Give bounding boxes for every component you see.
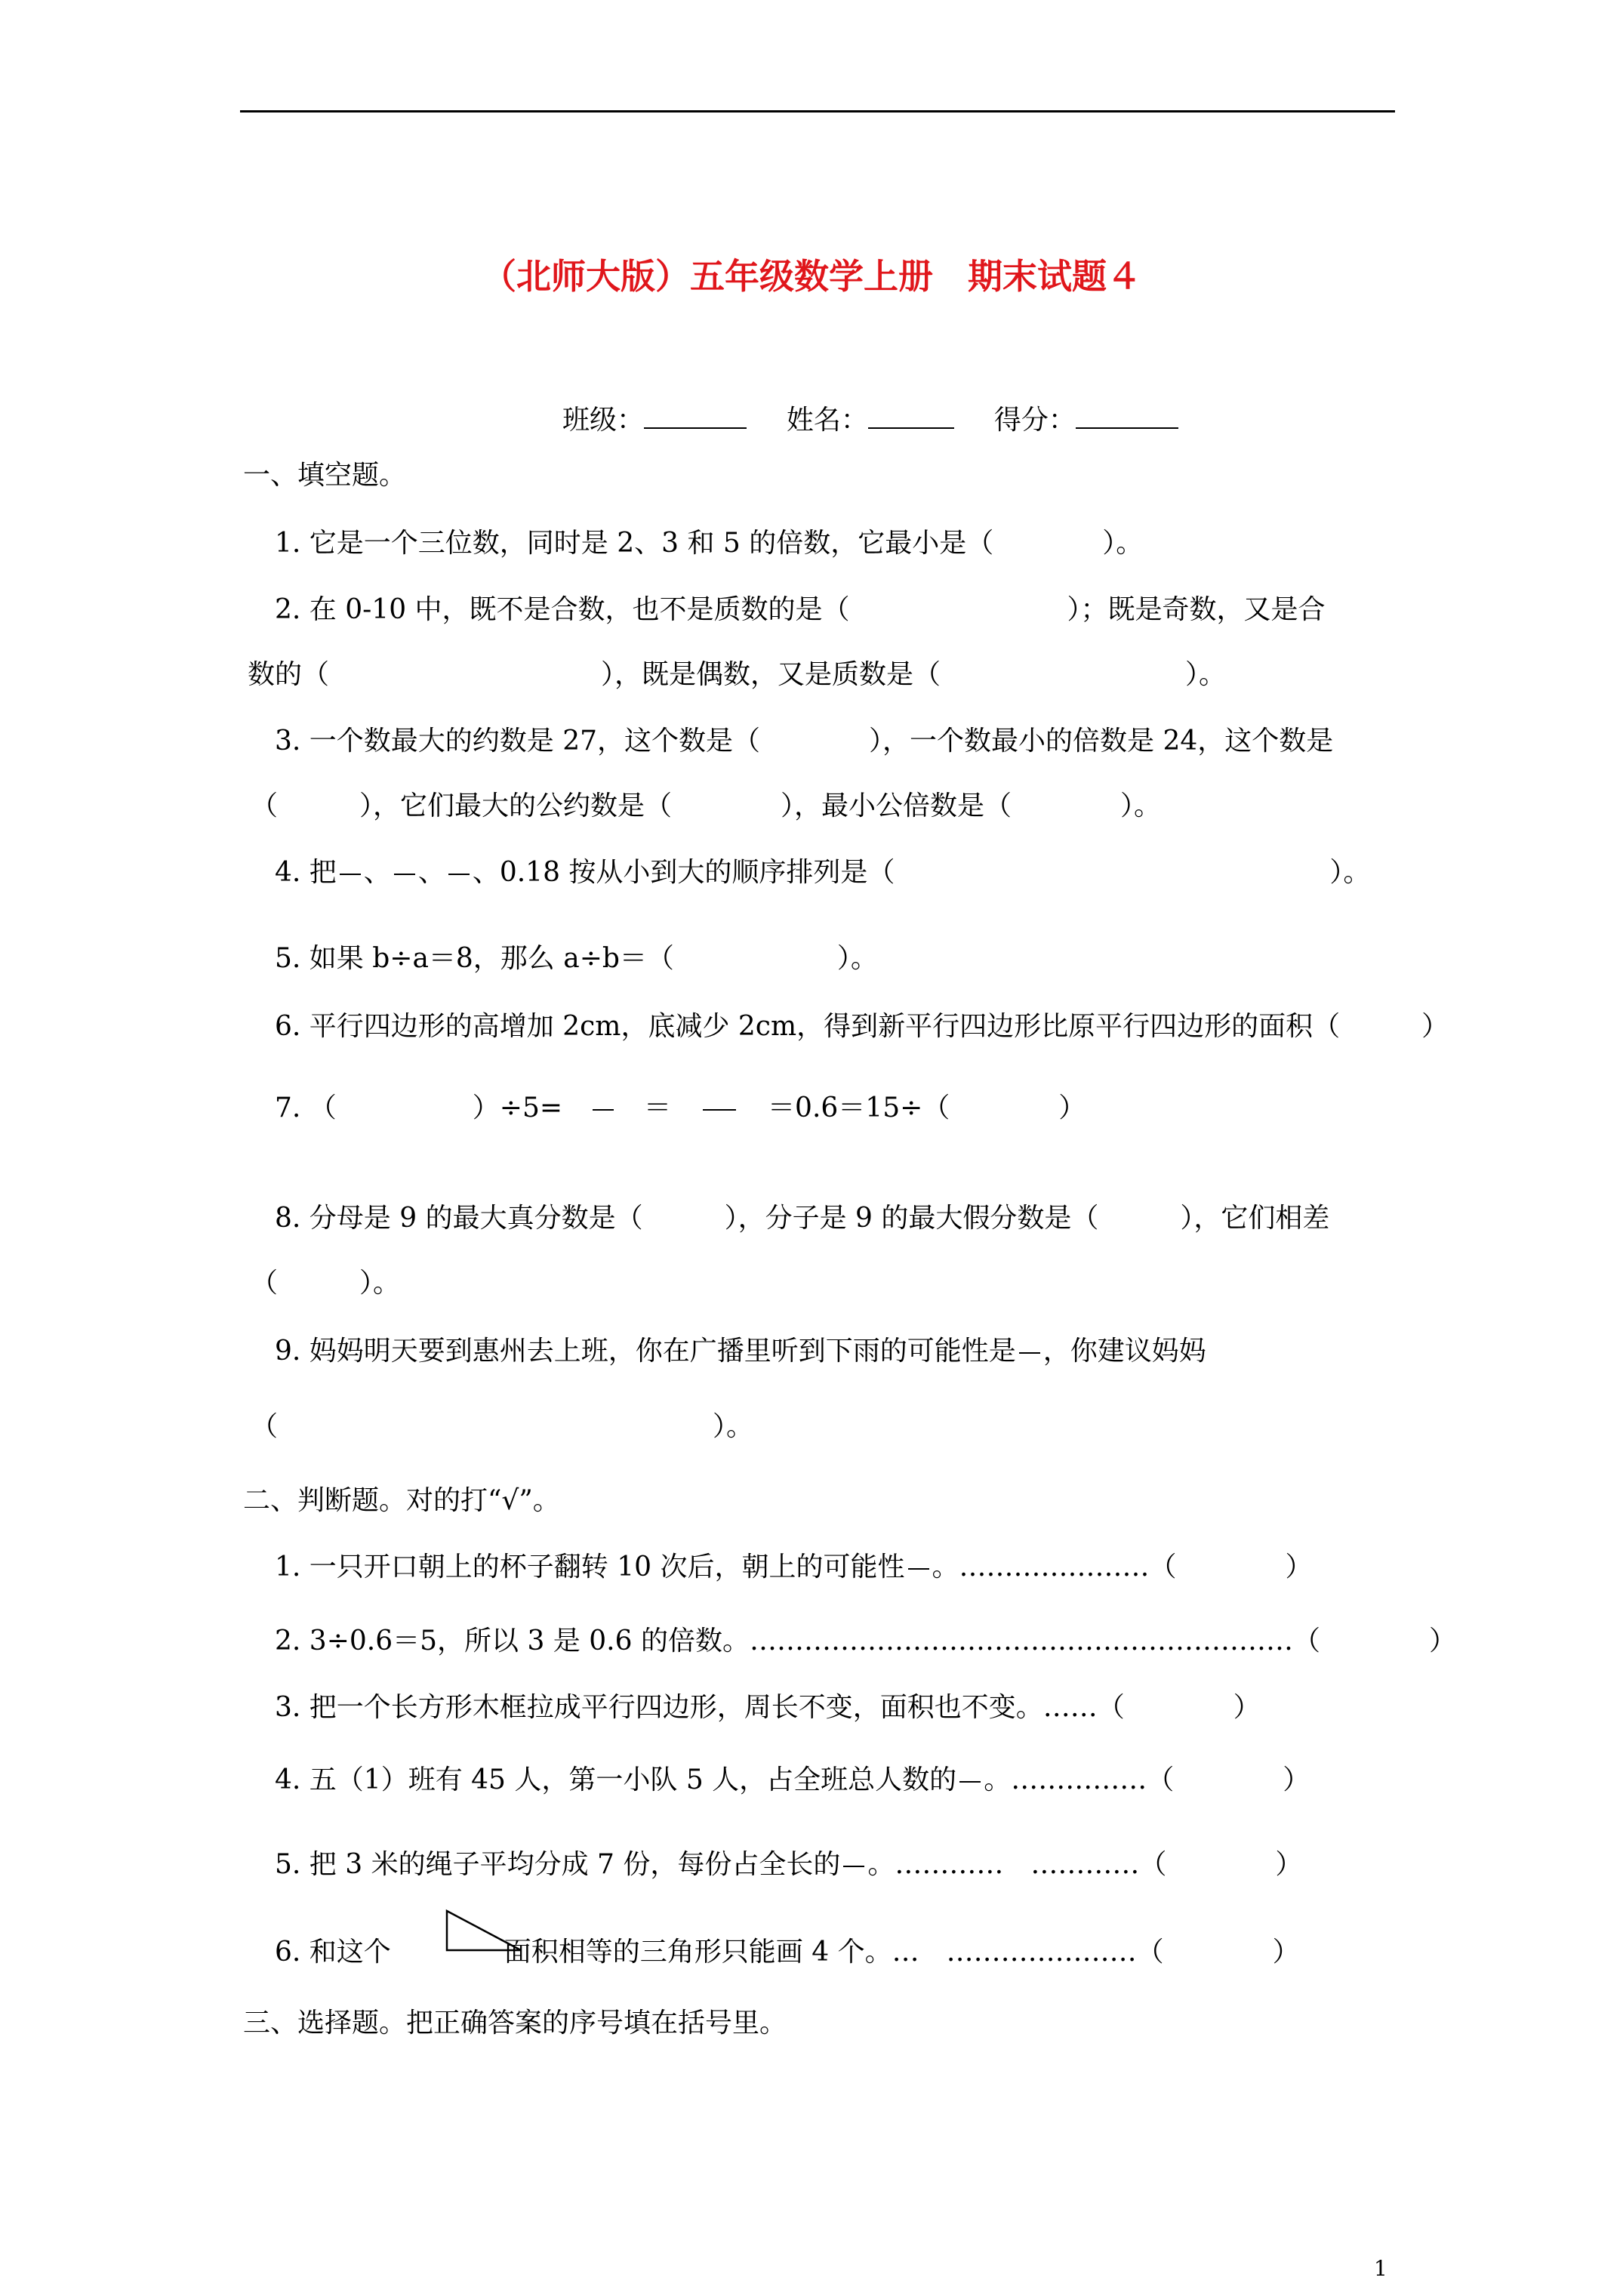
fraction-bar xyxy=(843,1866,864,1867)
question-9-suffix: ，你建议妈妈 xyxy=(1042,1336,1206,1367)
separator: 、 xyxy=(417,857,445,888)
class-label: 班级： xyxy=(562,405,645,436)
score-blank[interactable] xyxy=(1076,403,1178,429)
judge-6-prefix: 6. 和这个 xyxy=(275,1937,391,1968)
judge-6-suffix: 面积相等的三角形只能画 4 个。… …………………（ ） xyxy=(504,1937,1300,1968)
fraction-bar xyxy=(593,1109,614,1111)
fraction-bar xyxy=(448,874,470,875)
judge-1 xyxy=(275,1551,1313,1584)
judge-1-suffix: 。…………………（ ） xyxy=(932,1552,1313,1583)
section1-heading: 一、填空题。 xyxy=(243,460,407,491)
fraction-bar xyxy=(340,874,361,875)
page-number: 1 xyxy=(1374,2256,1387,2281)
question-8-line1: 8. 分母是 9 的最大真分数是（ ），分子是 9 的最大假分数是（ ），它们相差 xyxy=(275,1203,1330,1234)
fraction-bar xyxy=(703,1109,736,1111)
question-2-line1: 2. 在 0-10 中，既不是合数，也不是质数的是（ ）；既是奇数，又是合 xyxy=(275,594,1326,625)
name-blank[interactable] xyxy=(868,403,954,429)
section2-heading: 二、判断题。对的打“√”。 xyxy=(243,1485,560,1516)
section3-heading: 三、选择题。把正确答案的序号填在括号里。 xyxy=(243,2008,787,2039)
question-7-part-a: 7. （ ）÷5= xyxy=(275,1093,563,1123)
fraction-bar xyxy=(394,874,415,875)
question-3-line2: （ ），它们最大的公约数是（ ），最小公倍数是（ ）。 xyxy=(251,791,1162,821)
judge-5-suffix: 。………… …………（ ） xyxy=(867,1849,1303,1880)
class-blank[interactable] xyxy=(644,403,747,429)
fraction-bar xyxy=(1019,1352,1040,1354)
judge-4-prefix: 4. 五（1）班有 45 人，第一小队 5 人，占全班总人数的 xyxy=(275,1764,957,1795)
judge-3: 3. 把一个长方形木框拉成平行四边形，周长不变，面积也不变。……（ ） xyxy=(275,1692,1261,1723)
fraction-bar xyxy=(959,1781,981,1783)
name-label: 姓名： xyxy=(786,405,868,436)
equals-sign: ＝ xyxy=(644,1093,672,1123)
page-title: （北师大版）五年级数学上册 期末试题４ xyxy=(482,256,1141,297)
judge-1-prefix: 1. 一只开口朝上的杯子翻转 10 次后，朝上的可能性 xyxy=(275,1552,905,1583)
judge-4-suffix: 。……………（ ） xyxy=(984,1764,1310,1795)
judge-2: 2. 3÷0.6＝5，所以 3 是 0.6 的倍数。……………………………………………………（ ） xyxy=(275,1626,1456,1657)
question-2-line2: 数的（ ），既是偶数，又是质数是（ ）。 xyxy=(248,659,1227,690)
question-4 xyxy=(275,856,1370,889)
question-5: 5. 如果 b÷a＝8，那么 a÷b＝（ ）。 xyxy=(275,943,878,974)
question-4-suffix: 、0.18 按从小到大的顺序排列是（ ）。 xyxy=(472,857,1371,888)
header-rule xyxy=(240,110,1395,112)
separator: 、 xyxy=(363,857,391,888)
question-3-line1: 3. 一个数最大的约数是 27，这个数是（ ），一个数最小的倍数是 24，这个数是 xyxy=(275,726,1334,757)
judge-4 xyxy=(275,1764,1310,1797)
student-info xyxy=(562,399,1178,437)
judge-5 xyxy=(275,1848,1302,1881)
question-6: 6. 平行四边形的高增加 2cm，底减少 2cm，得到新平行四边形比原平行四边形的面积（ ） xyxy=(275,1011,1449,1042)
score-label: 得分： xyxy=(993,405,1076,436)
question-8-line2: （ ）。 xyxy=(251,1268,401,1299)
question-9-line2: （ ）。 xyxy=(251,1411,754,1442)
question-7 xyxy=(275,1092,1086,1125)
question-9-line1 xyxy=(275,1335,1206,1368)
question-7-part-b: ＝0.6＝15÷（ ） xyxy=(768,1093,1086,1123)
fraction-bar xyxy=(908,1568,929,1570)
question-1: 1. 它是一个三位数，同时是 2、3 和 5 的倍数，它最小是（ ）。 xyxy=(275,528,1144,559)
question-9-prefix: 9. 妈妈明天要到惠州去上班，你在广播里听到下雨的可能性是 xyxy=(275,1336,1016,1367)
right-triangle-figure xyxy=(445,1909,522,1952)
question-4-prefix: 4. 把 xyxy=(275,857,337,888)
judge-5-prefix: 5. 把 3 米的绳子平均分成 7 份，每份占全长的 xyxy=(275,1849,841,1880)
judge-6 xyxy=(275,1936,1300,1969)
